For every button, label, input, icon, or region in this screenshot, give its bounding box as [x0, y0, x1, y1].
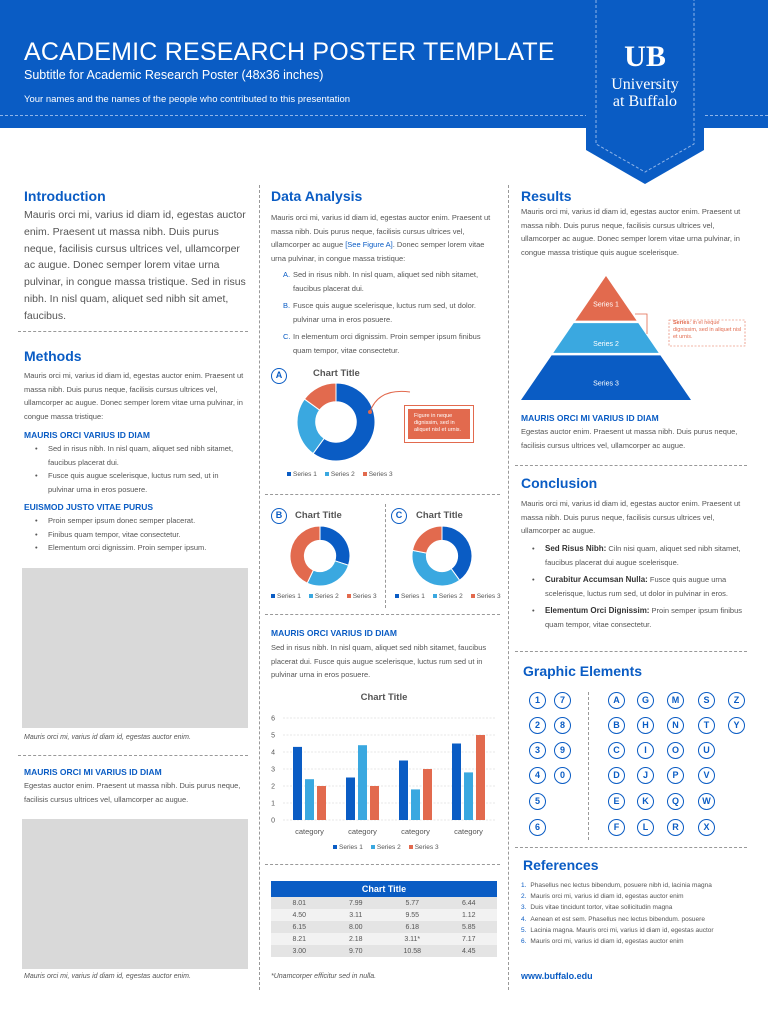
intro-heading: Introduction [24, 188, 106, 204]
number-glyph: 8 [554, 717, 571, 734]
letter-glyph: C [608, 742, 625, 759]
poster-authors: Your names and the names of the people who contributed to this presentation [24, 94, 351, 105]
website-link[interactable]: www.buffalo.edu [521, 971, 593, 981]
bar [464, 772, 473, 820]
legend-item [363, 471, 393, 478]
list-marker: C. [283, 332, 291, 341]
conclusion-item-title: Curabitur Accumsan Nulla: [545, 575, 648, 584]
letter-glyph: J [637, 767, 654, 784]
table-cell: 2.18 [328, 933, 385, 945]
methods-sub1-item: • Sed in risus nibh. In nisl quam, aliquet sed nibh sitamet, faucibus placerat dui. [24, 442, 246, 469]
analysis-text-after: . Donec semper lorem vitae urna pulvinar, in congue massa tristique: [271, 240, 485, 263]
figure-b-badge: B [271, 508, 287, 524]
bar [452, 744, 461, 821]
reference-number: 4. [521, 915, 527, 923]
pyramid-label: Series 2 [593, 341, 619, 348]
legend-swatch [395, 594, 399, 598]
x-tick-label: category [401, 827, 430, 836]
table-cell: 9.70 [328, 945, 385, 957]
legend-label: Series 2 [376, 844, 401, 851]
number-glyph: 7 [554, 692, 571, 709]
letter-glyph: N [667, 717, 684, 734]
table-cell: 3.11 [328, 909, 385, 921]
methods-text: Mauris orci mi, varius id diam id, egestas auctor enim. Praesent ut massa nibh. Duis purus neque, facilisis cursus ultrices vel, ullamcorper ac augue. Donec semper lorem vitae urna pulvinar, in congue massa tristique: [24, 371, 244, 421]
number-glyph: 4 [529, 767, 546, 784]
legend-item [325, 471, 355, 478]
legend-item [287, 471, 317, 478]
legend-swatch [409, 845, 413, 849]
table-cell: 9.55 [384, 909, 441, 921]
conclusion-item [521, 573, 747, 600]
conclusion-item-title: Sed Risus Nibh: [545, 544, 607, 553]
letter-glyph: H [637, 717, 654, 734]
pyramid-label: Series 1 [593, 301, 619, 309]
chart-b-title: Chart Title [295, 510, 342, 521]
methods-sub1: MAURIS ORCI VARIUS ID DIAM [24, 430, 150, 440]
reference-text: Aenean et est sem. Phasellus nec lectus bibendum. posuere [530, 915, 705, 923]
list-item-text: Fusce quis augue scelerisque, luctus rum sed, ut dolor. pulvinar urna in eros posuere. [293, 301, 477, 324]
legend-item [271, 593, 301, 600]
y-tick-label: 0 [271, 817, 275, 825]
reference-text: Mauris orci mi, varius id diam id, egestas auctor enim [530, 938, 684, 946]
reference-number: 2. [521, 893, 527, 901]
divider-conclusion [515, 651, 747, 652]
legend-swatch [371, 845, 375, 849]
legend-label: Series 1 [277, 593, 301, 600]
pyramid-layer [521, 355, 691, 400]
reference-item [521, 880, 747, 891]
reference-number: 6. [521, 938, 527, 946]
divider-bar [265, 864, 500, 865]
letter-glyph: S [698, 692, 715, 709]
legend-swatch [363, 472, 367, 476]
legend-label: Series 3 [352, 593, 377, 600]
conclusion-item-text: Proin semper ipsum finibus quam tempor, vitae consectetur. [545, 606, 743, 629]
y-tick-label: 5 [271, 732, 275, 740]
letter-glyph: Z [728, 692, 745, 709]
table-cell: 8.21 [271, 933, 328, 945]
letter-glyph: E [608, 793, 625, 810]
legend-item [409, 844, 439, 851]
reference-number: 3. [521, 904, 527, 912]
analysis-text [271, 211, 497, 265]
bar [370, 786, 379, 820]
table-cell: 5.77 [384, 897, 441, 909]
legend-label: Series 1 [293, 471, 317, 478]
divider-figBC [265, 614, 500, 615]
divider-intro [18, 331, 248, 332]
methods-sub2-item: • Finibus quam tempor, vitae consectetur. [24, 528, 246, 542]
donut-chart-b [289, 525, 351, 587]
chart-a-title: Chart Title [313, 368, 360, 379]
conclusion-heading: Conclusion [521, 475, 598, 491]
table-cell: 8.01 [271, 897, 328, 909]
figure-a-badge: A [271, 368, 287, 384]
bar [346, 778, 355, 821]
conclusion-item [521, 604, 747, 631]
number-glyph: 1 [529, 692, 546, 709]
image-placeholder-2 [22, 819, 248, 969]
donut-slice [413, 526, 442, 553]
reference-number: 1. [521, 882, 527, 889]
bar-chart [265, 710, 500, 840]
bar [293, 747, 302, 820]
results-sub-text: Egestas auctor enim. Praesent ut massa nibh. Duis purus neque, facilisis cursus ultrices vel, ullamcorper ac augue. [521, 427, 738, 450]
legend-item [333, 844, 363, 851]
ub-logo-mark: UB [624, 40, 666, 73]
methods-heading: Methods [24, 348, 82, 364]
letter-glyph: I [637, 742, 654, 759]
pyramid-layer [553, 323, 658, 353]
analysis-list-item [271, 330, 497, 357]
legend-label: Series 3 [476, 593, 501, 600]
reference-text: Mauris orci mi, varius id diam id, egestas auctor enim [530, 893, 684, 901]
column-divider-2 [508, 185, 509, 990]
divider-methods [18, 755, 248, 756]
table-cell: 6.18 [384, 921, 441, 933]
pyramid-callout-text: : in el neque dignissim, sed in aliquet nisl et urnis. [673, 320, 742, 340]
methods-sub3-text: Egestas auctor enim. Praesent ut massa nibh. Duis purus neque, facilisis cursus ultrices vel, ullamcorper ac augue. [24, 781, 241, 804]
legend-item [471, 593, 501, 600]
conclusion-item-text: Ciln nisi quam, aliquet sed nibh sitamet, faucibus placerat dui augue scelerisque. [545, 544, 741, 567]
results-heading: Results [521, 188, 572, 204]
image-caption-2: Mauris orci mi, varius id diam id, egestas auctor enim. [24, 973, 191, 980]
table-note: *Unamcorper efficitur sed in nulla. [271, 973, 377, 980]
methods-sub3: MAURIS ORCI MI VARIUS ID DIAM [24, 767, 162, 777]
table-row [271, 933, 497, 945]
figure-b-c-divider [385, 504, 386, 608]
table-row [271, 897, 497, 909]
legend-label: Series 2 [438, 593, 463, 600]
references-list [521, 880, 747, 947]
letter-glyph: B [608, 717, 625, 734]
legend-label: Series 2 [330, 471, 355, 478]
donut-slice [320, 526, 350, 565]
legend-label: Series 1 [401, 593, 425, 600]
letter-glyph: X [698, 819, 715, 836]
letter-glyph: T [698, 717, 715, 734]
analysis-sub-text: Sed in risus nibh. In nisl quam, aliquet sed nibh sitamet, faucibus placerat dui. Fusce quis augue scelerisque, luctus rum sed ut in pulvinar urna in eros posuere. [271, 643, 487, 679]
y-tick-label: 3 [271, 766, 275, 774]
data-table [271, 881, 497, 957]
legend-swatch [471, 594, 475, 598]
analysis-heading: Data Analysis [271, 188, 363, 204]
image-caption-1: Mauris orci mi, varius id diam id, egestas auctor enim. [24, 734, 191, 741]
conclusion-item-text: Fusce quis augue urna scelerisque, luctus rum sed, ut dolor in pulvinar in eros. [545, 575, 729, 598]
legend-label: Series 2 [314, 593, 339, 600]
methods-sub2: EUISMOD JUSTO VITAE PURUS [24, 502, 154, 512]
number-glyph: 0 [554, 767, 571, 784]
reference-number: 5. [521, 926, 527, 934]
table-cell: 7.17 [441, 933, 498, 945]
table-cell: 7.99 [328, 897, 385, 909]
y-tick-label: 6 [271, 715, 275, 723]
image-placeholder-1 [22, 568, 248, 728]
letter-glyph: U [698, 742, 715, 759]
legend-swatch [309, 594, 313, 598]
analysis-sub: MAURIS ORCI VARIUS ID DIAM [271, 628, 397, 638]
table-cell: 6.44 [441, 897, 498, 909]
list-item-text: In elementum orci dignissim. Proin semper ipsum finibus quam tempor, vitae consectetur. [293, 332, 481, 355]
reference-text: Duis vitae tincidunt tortor, vitae sollicitudin magna [530, 904, 673, 912]
table-cell: 4.50 [271, 909, 328, 921]
poster-title: ACADEMIC RESEARCH POSTER TEMPLATE [24, 38, 555, 66]
bar [423, 769, 432, 820]
table-cell: 3.11* [384, 933, 441, 945]
bar [305, 779, 314, 820]
table-cell: 10.58 [384, 945, 441, 957]
list-marker: A. [283, 270, 291, 279]
letter-glyph: F [608, 819, 625, 836]
legend-item [371, 844, 401, 851]
legend-label: Series 3 [368, 471, 393, 478]
letter-glyph: D [608, 767, 625, 784]
letter-glyph: P [667, 767, 684, 784]
x-tick-label: category [348, 827, 377, 836]
pyramid-layer [575, 276, 636, 321]
chart-c-title: Chart Title [416, 510, 463, 521]
table-cell: 8.00 [328, 921, 385, 933]
reference-item [521, 925, 747, 936]
divider-results [515, 465, 747, 466]
table-cell: 4.45 [441, 945, 498, 957]
methods-sub2-item: • Elementum orci dignissim. Proin semper ipsum. [24, 541, 246, 555]
legend-item [309, 593, 339, 600]
pyramid-label: Series 3 [593, 380, 619, 388]
results-sub: MAURIS ORCI MI VARIUS ID DIAM [521, 413, 659, 423]
results-text: Mauris orci mi, varius id diam id, egestas auctor enim. Praesent ut massa nibh. Duis purus neque, facilisis cursus ultrices vel, ullamcorper ac augue. Donec semper lorem vitae urna pulvinar, in congue massa tristique quis augue scelerisque. [521, 207, 741, 257]
bar [358, 745, 367, 820]
analysis-list-item [271, 299, 497, 326]
conclusion-list [521, 542, 747, 635]
y-tick-label: 2 [271, 783, 275, 791]
analysis-list-item [271, 268, 497, 295]
conclusion-text: Mauris orci mi, varius id diam id, egestas auctor enim. Praesent ut massa nibh. Duis purus neque, facilisis cursus ultrices vel, ullamcorper ac augue. [521, 499, 741, 535]
methods-sub1-list [24, 442, 246, 496]
reference-item [521, 936, 747, 947]
letter-glyph: A [608, 692, 625, 709]
table-cell: 3.00 [271, 945, 328, 957]
letter-glyph: Y [728, 717, 745, 734]
analysis-list [271, 268, 497, 361]
letter-glyph: W [698, 793, 715, 810]
figure-c-badge: C [391, 508, 407, 524]
legend-swatch [333, 845, 337, 849]
y-tick-label: 4 [271, 749, 275, 757]
letter-glyph: L [637, 819, 654, 836]
chart-c-legend [395, 593, 501, 600]
chart-a-legend [287, 471, 393, 478]
bar [399, 761, 408, 821]
legend-item [433, 593, 463, 600]
divider-figA [265, 494, 500, 495]
table-cell: 5.85 [441, 921, 498, 933]
university-name-line2: at Buffalo [612, 93, 678, 110]
number-glyph: 5 [529, 793, 546, 810]
methods-sub2-item: • Proin semper ipsum donec semper placerat. [24, 514, 246, 528]
figure-callout: Figure in neque dignissim, sed in aliquet nisl et urnis. [408, 409, 470, 439]
reference-item [521, 891, 747, 902]
column-divider-1 [259, 185, 260, 990]
number-glyph: 9 [554, 742, 571, 759]
letter-glyph: V [698, 767, 715, 784]
intro-text: Mauris orci mi, varius id diam id, egestas auctor enim. Praesent ut massa nibh. Duis purus neque, facilisis cursus ultrices vel, ullamcorper ac augue. Donec semper lorem vitae urna pulvinar, in congue massa tristique. Sed in risus nibh. In nisl quam, aliquet sed nibh sit amet, faucibus. [24, 209, 246, 322]
legend-swatch [347, 594, 351, 598]
donut-chart-a [296, 382, 376, 462]
reference-text: Phasellus nec lectus bibendum, posuere nibh id, lacinia magna [530, 882, 712, 889]
letter-glyph: K [637, 793, 654, 810]
methods-sub2-list [24, 514, 246, 555]
letter-glyph: Q [667, 793, 684, 810]
letter-glyph: M [667, 692, 684, 709]
legend-swatch [433, 594, 437, 598]
donut-chart-c [411, 525, 473, 587]
legend-label: Series 3 [414, 844, 439, 851]
list-item-text: Sed in risus nibh. In nisl quam, aliquet sed nibh sitamet, faucibus placerat dui. [293, 270, 479, 293]
reference-text: Lacinia magna. Mauris orci mi, varius id diam id, egestas auctor [530, 926, 714, 934]
methods-sub1-item: • Fusce quis augue scelerisque, luctus rum sed, ut in pulvinar urna in eros posuere. [24, 469, 246, 496]
legend-item [347, 593, 377, 600]
table-cell: 6.15 [271, 921, 328, 933]
number-glyph: 3 [529, 742, 546, 759]
x-tick-label: category [454, 827, 483, 836]
conclusion-item [521, 542, 747, 569]
bar [476, 735, 485, 820]
legend-swatch [325, 472, 329, 476]
university-name [586, 76, 704, 110]
analysis-text-before: Mauris orci mi, varius id diam id, egestas auctor enim. Praesent ut massa nibh. Duis purus neque, facilisis cursus ultrices vel, ullamcorper ac augue [271, 213, 491, 249]
table-row [271, 909, 497, 921]
y-tick-label: 1 [271, 800, 275, 808]
reference-item [521, 914, 747, 925]
x-tick-label: category [295, 827, 324, 836]
bar [411, 789, 420, 820]
legend-label: Series 1 [339, 844, 363, 851]
divider-graphics [515, 847, 747, 848]
table-title: Chart Title [271, 881, 497, 897]
university-name-line1: University [611, 76, 679, 93]
conclusion-item-title: Elementum Orci Dignissim: [545, 606, 650, 615]
legend-item [395, 593, 425, 600]
list-marker: B. [283, 301, 291, 310]
pyramid-callout-title: Series [673, 320, 690, 326]
references-heading: References [523, 857, 599, 873]
table-row [271, 921, 497, 933]
poster-subtitle: Subtitle for Academic Research Poster (48x36 inches) [24, 68, 324, 82]
reference-item [521, 902, 747, 913]
pyramid-callout [673, 320, 743, 341]
bar [317, 786, 326, 820]
number-glyph: 6 [529, 819, 546, 836]
table-cell: 1.12 [441, 909, 498, 921]
legend-swatch [287, 472, 291, 476]
graphic-elements-heading: Graphic Elements [523, 663, 643, 679]
letter-glyph: G [637, 692, 654, 709]
figure-a-link[interactable]: [See Figure A] [345, 240, 393, 249]
number-glyph: 2 [529, 717, 546, 734]
bar-chart-legend [333, 844, 439, 851]
letter-glyph: R [667, 819, 684, 836]
glyph-divider [588, 692, 589, 840]
chart-b-legend [271, 593, 377, 600]
letter-glyph: O [667, 742, 684, 759]
bar-chart-title: Chart Title [360, 692, 408, 703]
donut-slice [307, 561, 348, 586]
table-row [271, 945, 497, 957]
legend-swatch [271, 594, 275, 598]
